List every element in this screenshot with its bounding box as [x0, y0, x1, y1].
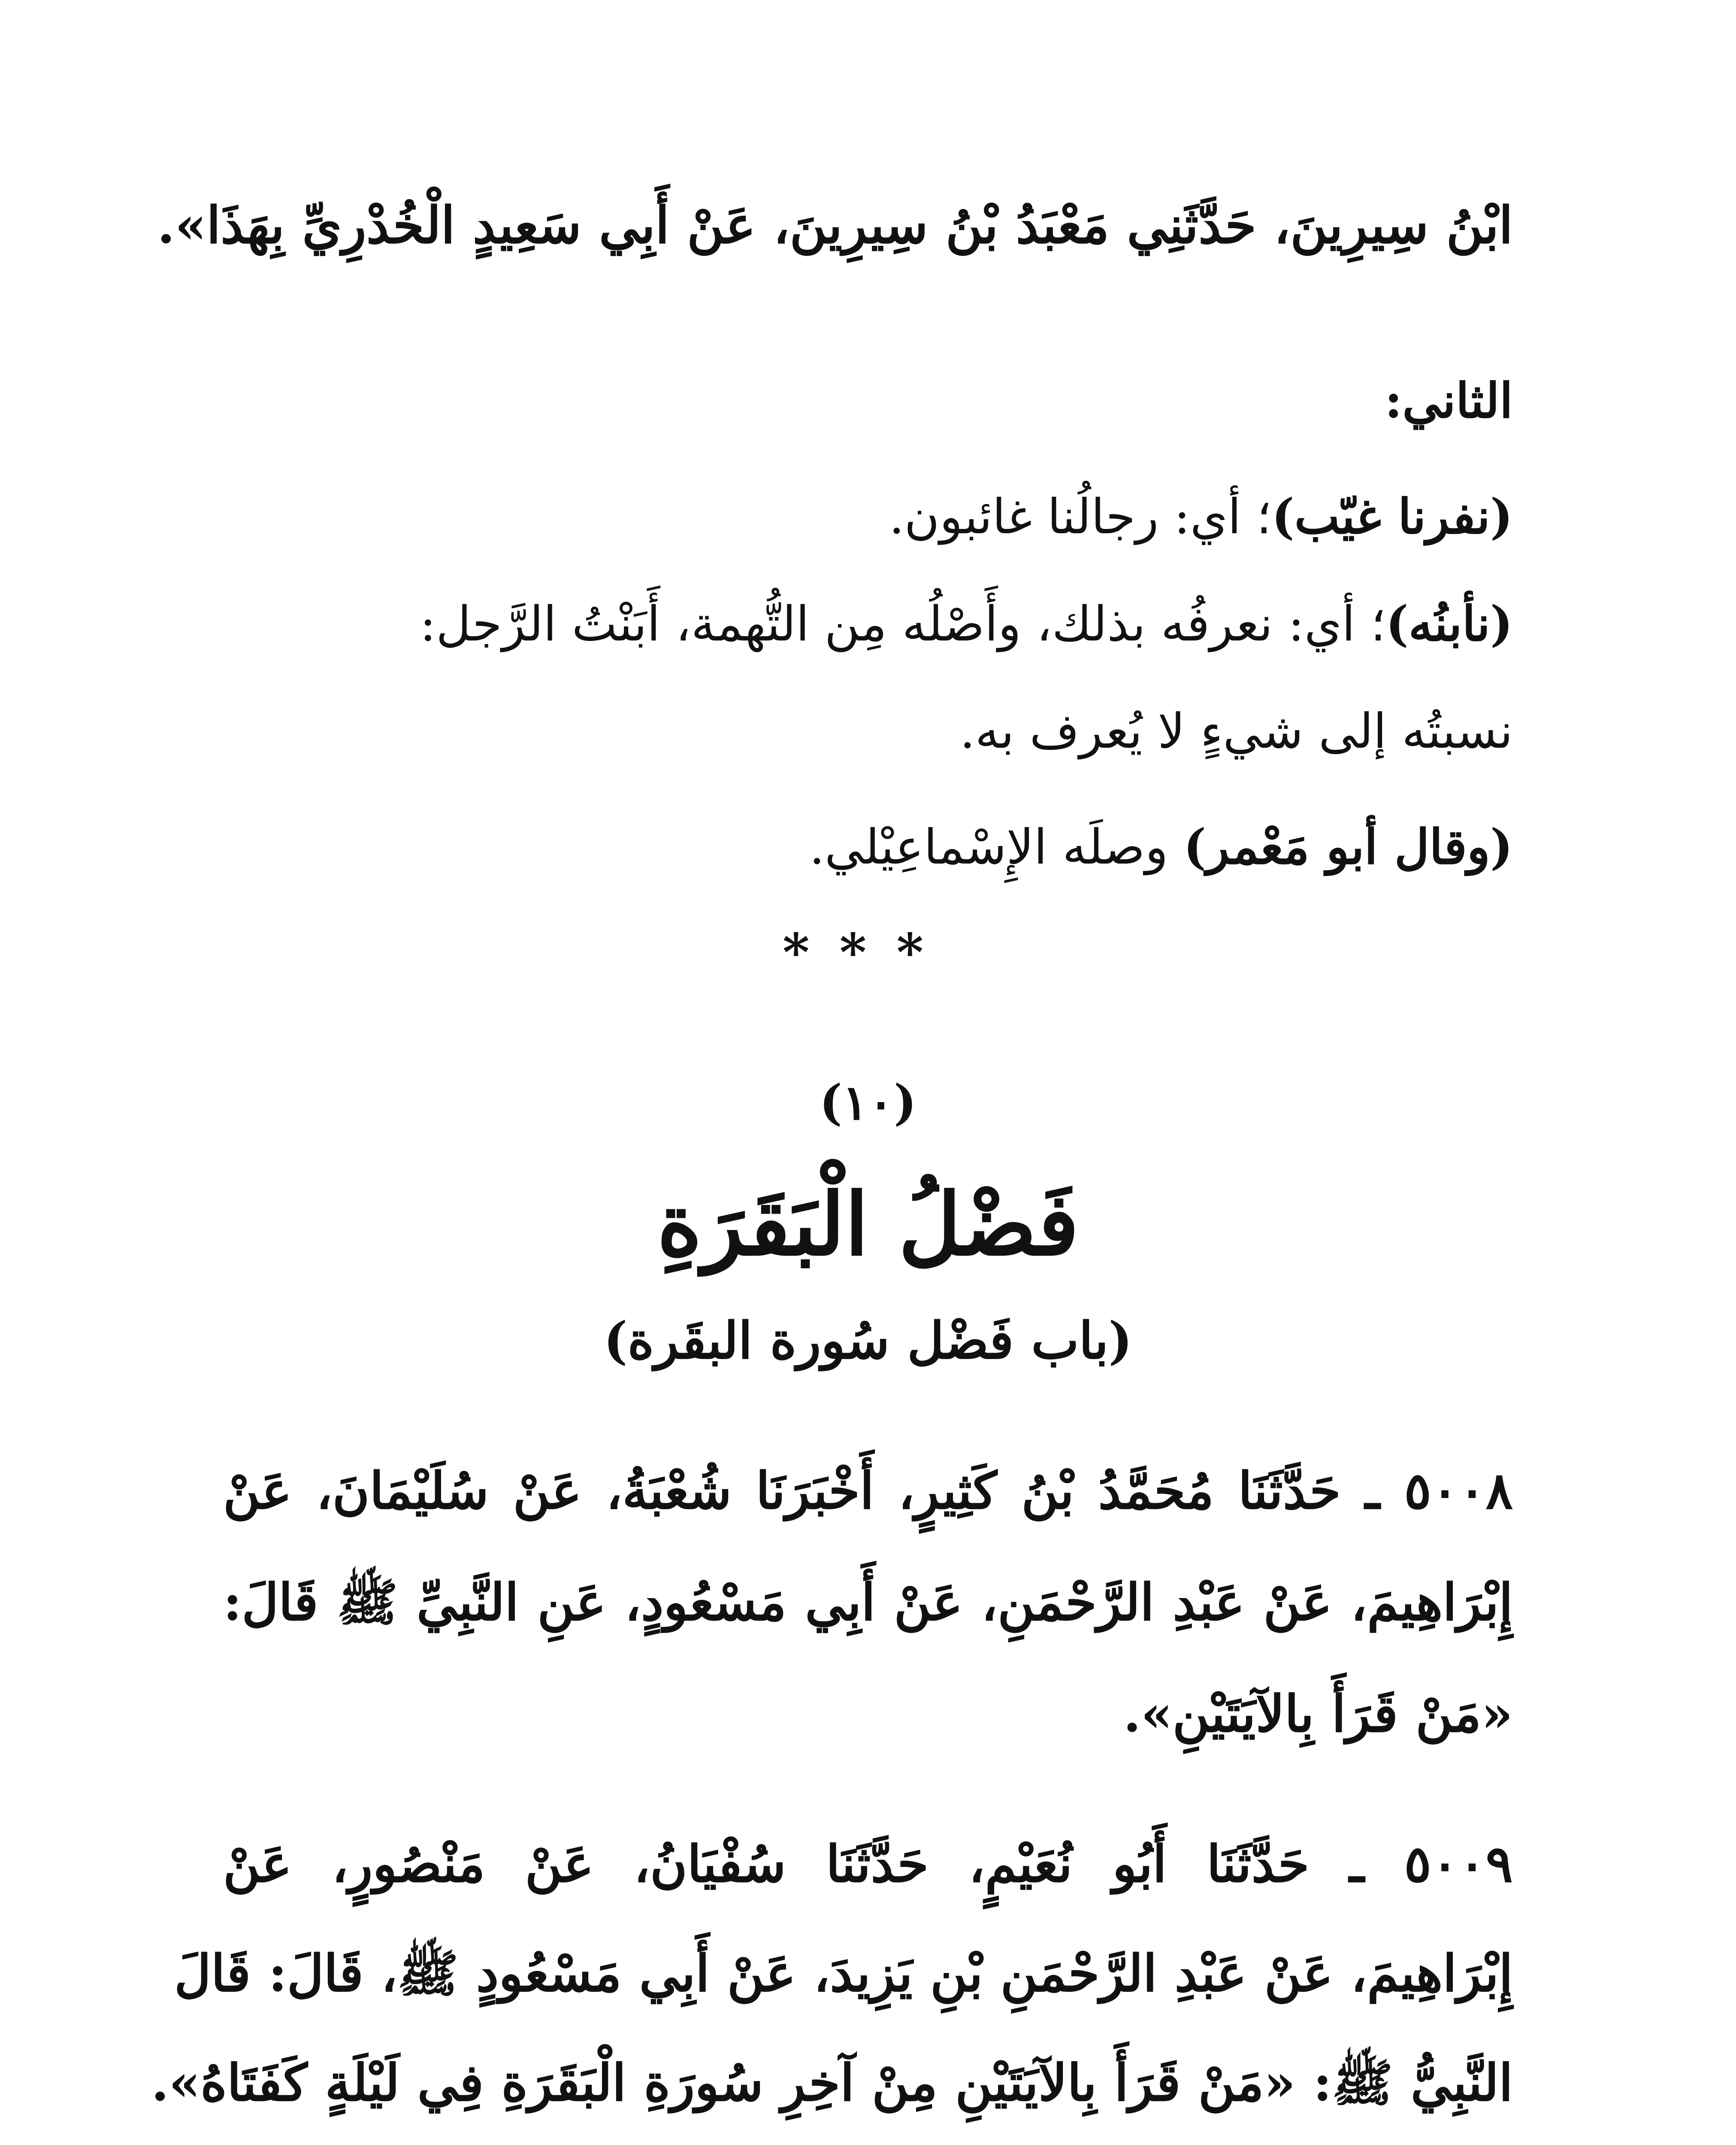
note-line-3 [223, 815, 1513, 879]
hadith-5008-line-1: ٥٠٠٨ ـ حَدَّثَنَا مُحَمَّدُ بْنُ كَثِيرٍ، أَخْبَرَنَا شُعْبَةُ، عَنْ سُلَيْمَانَ، عَنْ [223, 1461, 1513, 1520]
note-term-2: (نأبنُه) [1385, 596, 1513, 652]
note-term-3: (وقال أبو مَعْمر) [1183, 819, 1513, 875]
hadith-5008-line-3: «مَنْ قَرَأَ بِالآيَتَيْنِ». [1123, 1684, 1513, 1743]
section-divider: *** [782, 922, 954, 983]
note-line-2-continued: نسبتُه إلى شيءٍ لا يُعرف به. [960, 704, 1513, 759]
hadith-5009-line-2: إِبْرَاهِيمَ، عَنْ عَبْدِ الرَّحْمَنِ بْنِ يَزِيدَ، عَنْ أَبِي مَسْعُودٍ ﷺ، قَالَ: قَالَ [174, 1943, 1513, 2003]
hadith-continuation-line: ابْنُ سِيرِينَ، حَدَّثَنِي مَعْبَدُ بْنُ سِيرِينَ، عَنْ أَبِي سَعِيدٍ الْخُدْرِيِّ بِهَذَا». [157, 195, 1513, 255]
note-text-1: ؛ أي: رجالُنا غائبون. [889, 489, 1272, 545]
chapter-subtitle: (باب فَضْل سُورة البقَرة) [603, 1311, 1133, 1370]
note-text-2: ؛ أي: نعرفُه بذلك، وأَصْلُه مِن التُّهمة، أَبَنْتُ الرَّجل: [420, 596, 1386, 652]
chapter-title: فَضْلُ الْبَقَرَةِ [657, 1174, 1079, 1275]
note-line-2 [223, 592, 1513, 656]
notes-heading [223, 369, 1513, 433]
note-term-1: (نفرنا غيّب) [1271, 489, 1513, 545]
notes-heading-text: الثاني: [1384, 373, 1513, 429]
hadith-5008-line-2: إِبْرَاهِيمَ، عَنْ عَبْدِ الرَّحْمَنِ، عَنْ أَبِي مَسْعُودٍ، عَنِ النَّبِيِّ ﷺ قَالَ: [223, 1572, 1513, 1632]
chapter-number: (١٠) [819, 1075, 917, 1131]
note-line-1 [223, 485, 1513, 549]
note-text-3: وصلَه الإِسْماعِيْلي. [809, 819, 1184, 875]
hadith-5009-line-1: ٥٠٠٩ ـ حَدَّثَنَا أَبُو نُعَيْمٍ، حَدَّثَنَا سُفْيَانُ، عَنْ مَنْصُورٍ، عَنْ [223, 1834, 1513, 1894]
hadith-5009-line-3: النَّبِيُّ ﷺ: «مَنْ قَرَأَ بِالآيَتَيْنِ مِنْ آخِرِ سُورَةِ الْبَقَرَةِ فِي لَيْلَةٍ كَفَتَاهُ». [151, 2053, 1513, 2112]
